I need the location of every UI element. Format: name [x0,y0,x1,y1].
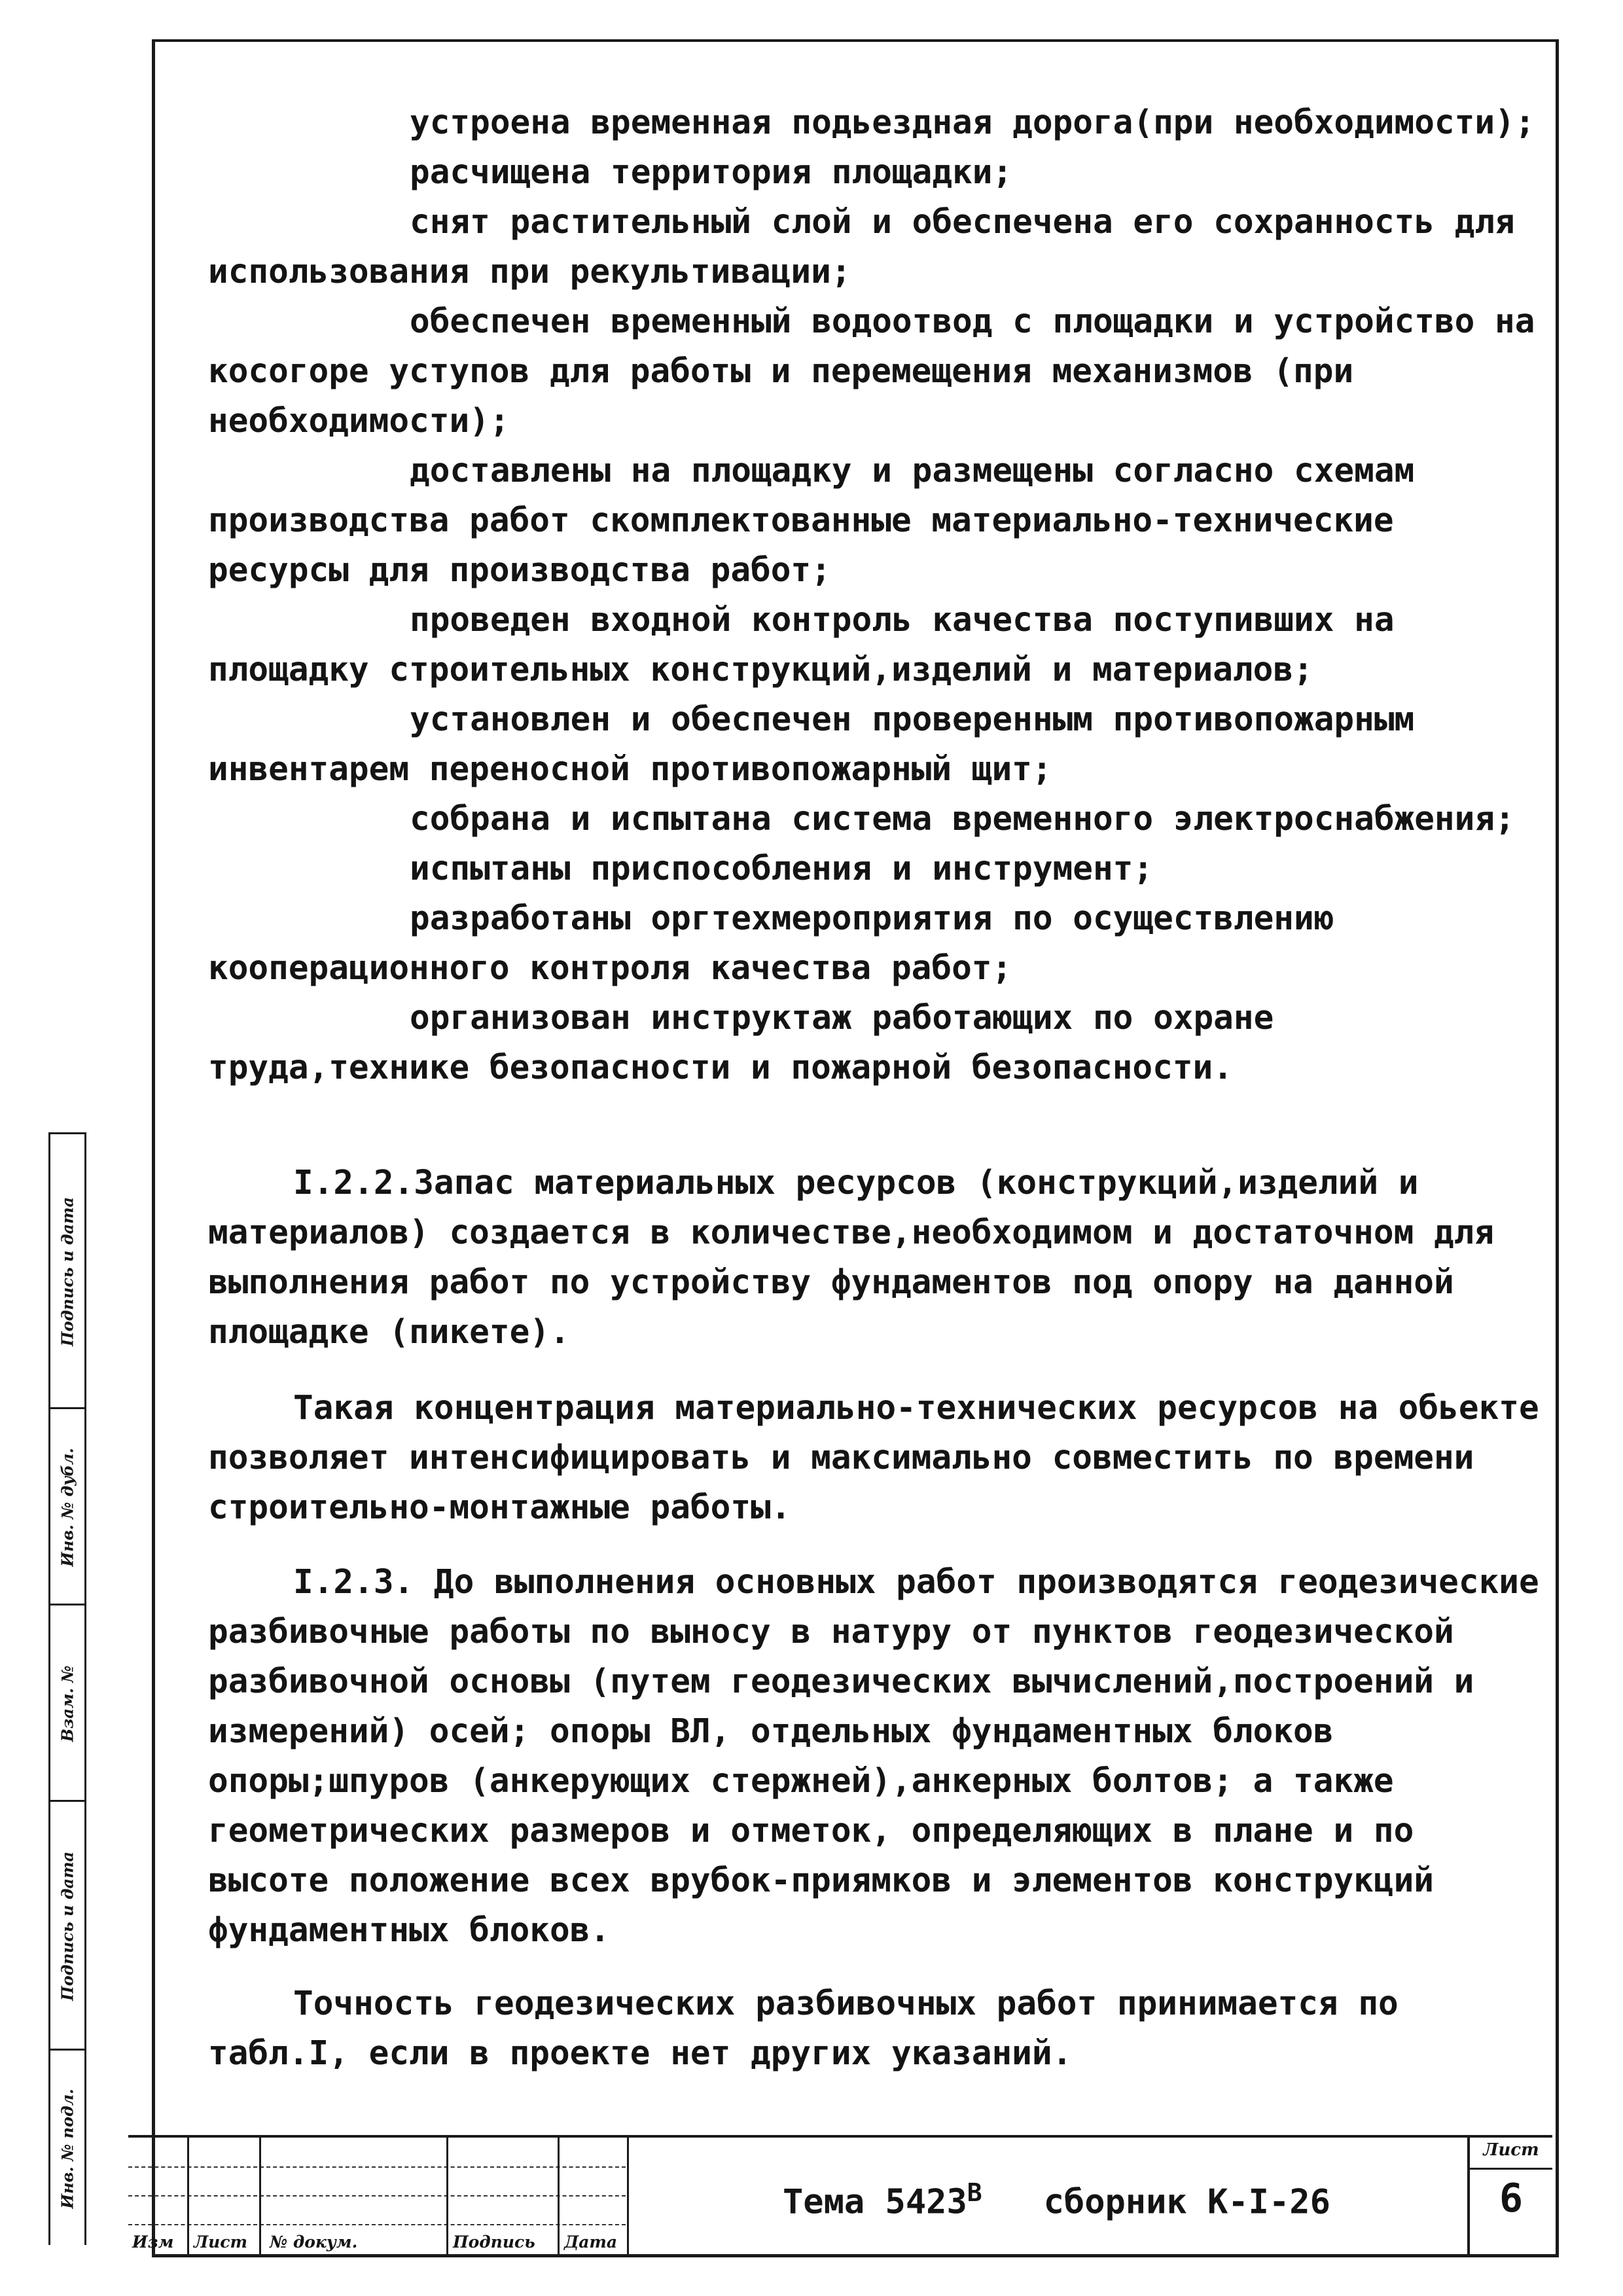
title-block-col-line [558,2138,560,2254]
strip-cell-original-inventory [50,2049,84,2247]
sheet-label: Лист [1483,2140,1539,2160]
title-block-row-line [128,2195,626,2197]
strip-label: Инв. № дубл. [58,1448,77,1567]
title-block-col-line [187,2138,189,2254]
list-item: расчищена территория площадки; [410,153,1013,192]
list-item: испытаны приспособления и инструмент; [410,850,1154,888]
sheet-separator [1470,2168,1552,2170]
strip-label: Подпись и дата [58,1196,77,1347]
collection-label: сборник К-I-26 [1043,2182,1330,2222]
col-label-sign: Подпись [453,2233,535,2251]
list-item: установлен и обеспечен проверенным противопожарным инвентарем переносной противопожарный щит; [208,700,1415,789]
title-block-col-line [627,2138,629,2254]
theme-superscript: В [967,2178,982,2207]
list-item: проведен входной контроль качества поступивших на площадку строительных конструкций,изделий и материалов; [208,601,1395,689]
col-label-list: Лист [194,2233,247,2251]
list-item: собрана и испытана система временного электроснабжения; [410,800,1515,838]
document-theme [783,2178,1330,2221]
col-label-doc: № докум. [270,2233,358,2251]
strip-cell-signature-date-2 [50,1800,84,2051]
paragraph-1-2-3: I.2.3. До выполнения основных работ производятся геодезические разбивочные работы по выносу в натуру от пунктов геодезической разбивочной основы (путем геодезических вычислений,построений и измерений) осей; опоры ВЛ, отдельных фундаментных блоков опоры;шпуров (анкерующих стержней),анкерных болтов; а также геометрических размеров и отметок, определяющих в плане и по высоте положение всех врубок-приямков и элементов конструкций фундаментных блоков. [208,1563,1539,1950]
strip-cell-dup-inventory [50,1407,84,1605]
strip-label: Инв. № подл. [58,2089,77,2209]
paragraph-1-2-2: I.2.2.Запас материальных ресурсов (конструкций,изделий и материалов) создается в количестве,необходимом и достаточном для выполнения работ по устройству фундаментов под опору на данной площадке (пикете). [208,1164,1495,1352]
title-block-col-line [446,2138,448,2254]
title-block-row-line [128,2166,626,2168]
col-label-izm: Изм [132,2233,174,2251]
list-item: доставлены на площадку и размещены согласно схемам производства работ скомплектованные материально-технические ресурсы для производства работ; [208,452,1415,590]
paragraph-accuracy: Точность геодезических разбивочных работ принимается по табл.I, если в проекте нет других указаний. [208,1984,1399,2073]
title-block-row-line [128,2224,626,2225]
list-item: обеспечен временный водоотвод с площадки и устройство на косогоре уступов для работы и перемещения механизмов (при необходимости); [208,302,1535,440]
col-label-date: Дата [564,2233,618,2251]
title-block [128,2135,1552,2254]
strip-label: Подпись и дата [58,1851,77,2001]
sheet-number: 6 [1499,2176,1524,2221]
strip-cell-signature-date-1 [50,1132,84,1409]
strip-label: Взам. № [58,1665,77,1742]
title-block-col-line [259,2138,261,2254]
theme-label: Тема 5423 [783,2182,967,2222]
list-item: организован инструктаж работающих по охране труда,технике безопасности и пожарной безопасности. [208,999,1274,1087]
paragraph-concentration: Такая концентрация материально-технических ресурсов на обьекте позволяет интенсифицировать и максимально совместить по времени строительно-монтажные работы. [208,1389,1539,1527]
document-body [208,98,1543,2079]
list-item: разработаны оргтехмероприятия по осуществлению кооперационного контроля качества работ; [208,899,1334,988]
sheet-box [1467,2138,1552,2254]
list-item: устроена временная подьездная дорога(при необходимости); [410,103,1535,142]
list-item: снят растительный слой и обеспечена его сохранность для использования при рекультивации; [208,203,1515,291]
strip-cell-replacement [50,1604,84,1802]
margin-strip [48,1132,86,2245]
